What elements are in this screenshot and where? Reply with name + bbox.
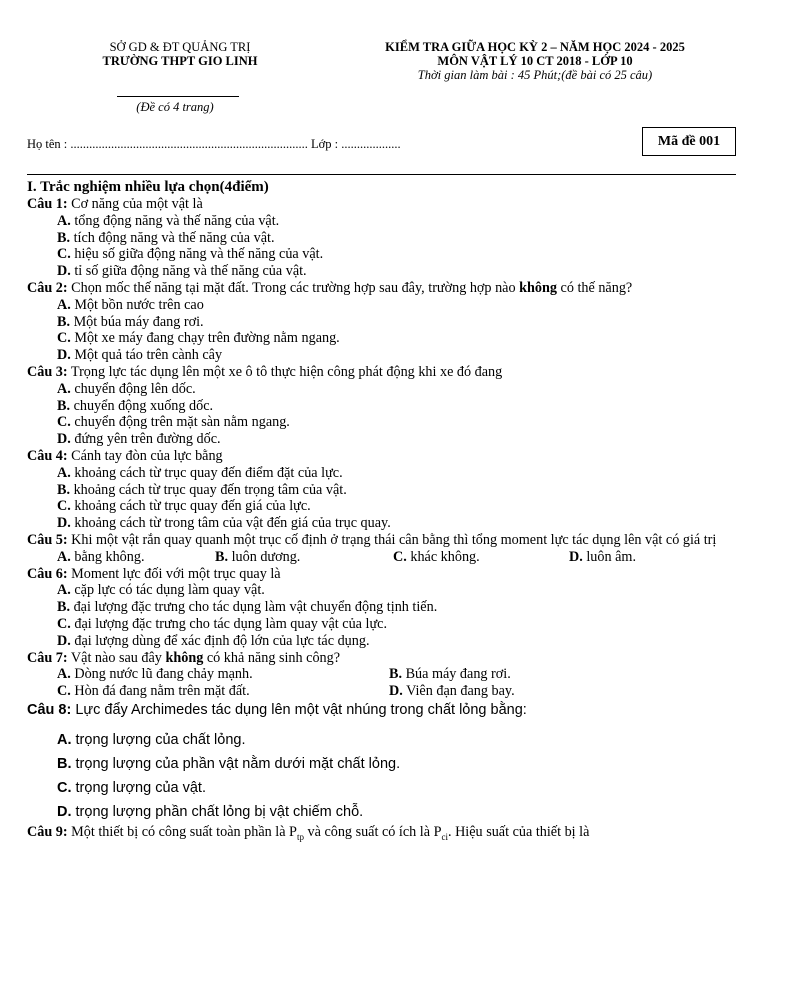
question-stem (27, 700, 745, 720)
option-b (27, 752, 745, 776)
question-number: Câu 6: (27, 565, 68, 582)
question-text-end: có thế năng? (556, 279, 633, 296)
question-stem (27, 650, 745, 667)
option-b (27, 230, 745, 247)
option-letter: A. (57, 296, 71, 313)
question-9 (27, 824, 745, 846)
question-text: Trọng lực tác dụng lên một xe ô tô thực hiện công phát động khi xe đó đang (67, 363, 503, 380)
option-a (27, 582, 745, 599)
option-b (27, 599, 745, 616)
header-left (60, 40, 300, 68)
question-text: Lực đẩy Archimedes tác dụng lên một vật nhúng trong chất lỏng bằng: (71, 701, 527, 718)
question-text: Một thiết bị có công suất toàn phần là P (67, 823, 297, 840)
option-letter: D. (57, 803, 72, 820)
option-text: chuyển động trên mặt sàn nằm ngang. (70, 414, 290, 431)
exam-code-box: Mã đề 001 (642, 127, 736, 156)
department-name: SỞ GD & ĐT QUẢNG TRỊ (109, 40, 251, 54)
option-b (389, 666, 511, 683)
option-letter: A. (57, 731, 72, 748)
option-letter: C. (57, 414, 71, 431)
option-text: khoảng cách từ trục quay đến điểm đặt của lực. (70, 464, 343, 481)
option-letter: C. (57, 683, 71, 700)
option-d (27, 431, 745, 448)
option-letter: C. (57, 246, 71, 263)
option-letter: B. (57, 229, 71, 246)
header-rule (27, 174, 736, 175)
question-stem (27, 196, 745, 213)
option-text: Viên đạn đang bay. (402, 683, 515, 700)
option-a (57, 666, 389, 683)
option-letter: B. (215, 548, 229, 565)
option-text: chuyển động lên dốc. (70, 380, 196, 397)
option-letter: D. (57, 347, 71, 364)
question-text: Chọn mốc thế năng tại mặt đất. Trong các trường hợp sau đây, trường hợp nào (67, 279, 520, 296)
option-text: Dòng nước lũ đang chảy mạnh. (70, 666, 253, 683)
option-c (27, 776, 745, 800)
option-text: luôn dương. (228, 548, 301, 565)
option-text: trọng lượng của chất lỏng. (71, 731, 246, 748)
option-c (27, 414, 745, 431)
question-text-mid: và công suất có ích là P (303, 823, 442, 840)
option-text: tỉ số giữa động năng và thế năng của vật. (70, 263, 307, 280)
option-letter: A. (57, 212, 71, 229)
option-a (27, 297, 745, 314)
option-c (27, 246, 745, 263)
question-stem (27, 364, 745, 381)
option-a (57, 549, 215, 566)
question-3 (27, 364, 745, 448)
option-row (27, 549, 745, 566)
option-text: trọng lượng của phần vật nằm dưới mặt chất lỏng. (71, 755, 401, 772)
question-6 (27, 566, 745, 650)
option-letter: D. (389, 683, 403, 700)
question-number: Câu 2: (27, 279, 68, 296)
option-text: khoảng cách từ trong tâm của vật đến giá của trục quay. (70, 515, 391, 532)
option-letter: C. (393, 548, 407, 565)
exam-content (27, 178, 745, 846)
option-letter: D. (57, 431, 71, 448)
option-b (27, 398, 745, 415)
option-d (27, 633, 745, 650)
question-number: Câu 7: (27, 649, 68, 666)
question-stem (27, 532, 745, 549)
option-text: tích động năng và thế năng của vật. (70, 229, 275, 246)
question-text: Khi một vật rắn quay quanh một trục cố định ở trạng thái cân bằng thì tổng moment lực tác dụng lên vật có giá trị (67, 531, 717, 548)
option-letter: D. (57, 632, 71, 649)
option-c (27, 616, 745, 633)
option-letter: A. (57, 548, 71, 565)
option-letter: B. (57, 397, 71, 414)
question-stem (27, 824, 745, 846)
subject-title: MÔN VẬT LÝ 10 CT 2018 - LỚP 10 (437, 54, 633, 68)
question-1 (27, 196, 745, 280)
option-letter: A. (57, 666, 71, 683)
option-text: hiệu số giữa động năng và thế năng của vật. (70, 246, 324, 263)
section-title: I. Trắc nghiệm nhiều lựa chọn(4điểm) (27, 179, 269, 195)
option-text: đại lượng đặc trưng cho tác dụng làm quay vật của lực. (70, 615, 387, 632)
option-text: cặp lực có tác dụng làm quay vật. (70, 582, 265, 599)
option-d (27, 263, 745, 280)
question-emphasis: không (165, 649, 204, 666)
pages-note: (Đề có 4 trang) (136, 100, 214, 114)
question-number: Câu 5: (27, 531, 68, 548)
option-d (27, 515, 745, 532)
subscript: ci (441, 831, 448, 842)
question-emphasis: không (519, 279, 557, 296)
option-row (27, 666, 745, 683)
option-d (27, 347, 745, 364)
option-letter: C. (57, 330, 71, 347)
option-letter: B. (57, 755, 72, 772)
option-letter: C. (57, 779, 72, 796)
header-right (340, 40, 730, 82)
option-text: Một bồn nước trên cao (70, 296, 204, 313)
option-letter: B. (57, 313, 71, 330)
option-text: đại lượng dùng để xác định độ lớn của lực tác dụng. (70, 632, 370, 649)
option-letter: C. (57, 615, 71, 632)
option-row (27, 683, 745, 700)
question-2 (27, 280, 745, 364)
time-info: Thời gian làm bài : 45 Phút;(đề bài có 25 câu) (417, 68, 653, 82)
question-text-end: . Hiệu suất của thiết bị là (447, 823, 590, 840)
option-text: đại lượng đặc trưng cho tác dụng làm vật chuyển động tịnh tiến. (70, 599, 438, 616)
student-info-line: Họ tên : ............................................................................ Lớp : ................... (27, 137, 401, 151)
option-b (27, 482, 745, 499)
option-text: Một búa máy đang rơi. (70, 313, 204, 330)
question-text: Moment lực đối với một trục quay là (67, 565, 281, 582)
option-text: tổng động năng và thế năng của vật. (70, 212, 280, 229)
question-text: Vật nào sau đây (67, 649, 166, 666)
option-text: trọng lượng của vật. (71, 779, 206, 796)
option-letter: D. (57, 263, 71, 280)
option-letter: B. (57, 481, 71, 498)
option-letter: D. (569, 548, 583, 565)
option-c (393, 549, 569, 566)
option-text: khoảng cách từ trục quay đến trọng tâm của vật. (70, 481, 347, 498)
option-c (27, 498, 745, 515)
option-c (27, 330, 745, 347)
question-number: Câu 3: (27, 363, 68, 380)
option-a (27, 728, 745, 752)
option-b (215, 549, 393, 566)
question-7 (27, 650, 745, 700)
option-d (27, 800, 745, 824)
option-text: luôn âm. (582, 548, 636, 565)
option-letter: D. (57, 515, 71, 532)
question-4 (27, 448, 745, 532)
question-stem (27, 566, 745, 583)
subscript: tp (296, 831, 304, 842)
question-8 (27, 700, 745, 824)
question-number: Câu 8: (27, 701, 72, 718)
option-a (27, 213, 745, 230)
question-text: Cơ năng của một vật là (67, 196, 203, 212)
option-text: bằng không. (70, 548, 145, 565)
question-stem (27, 280, 745, 297)
question-number: Câu 4: (27, 447, 68, 464)
question-5 (27, 532, 745, 566)
option-d (569, 549, 636, 566)
question-number: Câu 1: (27, 196, 68, 212)
question-stem (27, 448, 745, 465)
option-letter: B. (389, 666, 403, 683)
option-text: Một quả táo trên cành cây (70, 347, 223, 364)
option-text: đứng yên trên đường dốc. (70, 431, 221, 448)
exam-title: KIỂM TRA GIỮA HỌC KỲ 2 – NĂM HỌC 2024 - 2025 (385, 40, 685, 54)
option-c (57, 683, 389, 700)
question-number: Câu 9: (27, 823, 68, 840)
option-a (27, 381, 745, 398)
option-letter: A. (57, 380, 71, 397)
question-text: Cánh tay đòn của lực bằng (67, 447, 223, 464)
option-b (27, 314, 745, 331)
option-letter: A. (57, 464, 71, 481)
option-text: Hòn đá đang nằm trên mặt đất. (70, 683, 250, 700)
option-d (389, 683, 515, 700)
question-text-end: có khả năng sinh công? (203, 649, 341, 666)
school-name: TRƯỜNG THPT GIO LINH (102, 54, 258, 68)
option-text: khác không. (406, 548, 480, 565)
option-letter: A. (57, 582, 71, 599)
header-divider (117, 96, 239, 97)
option-text: Búa máy đang rơi. (402, 666, 511, 683)
option-text: Một xe máy đang chạy trên đường nằm ngang. (70, 330, 340, 347)
option-letter: B. (57, 599, 71, 616)
option-text: khoảng cách từ trục quay đến giá của lực. (70, 498, 311, 515)
option-a (27, 465, 745, 482)
option-text: chuyển động xuống dốc. (70, 397, 214, 414)
option-letter: C. (57, 498, 71, 515)
option-text: trọng lượng phần chất lỏng bị vật chiếm chỗ. (71, 803, 364, 820)
